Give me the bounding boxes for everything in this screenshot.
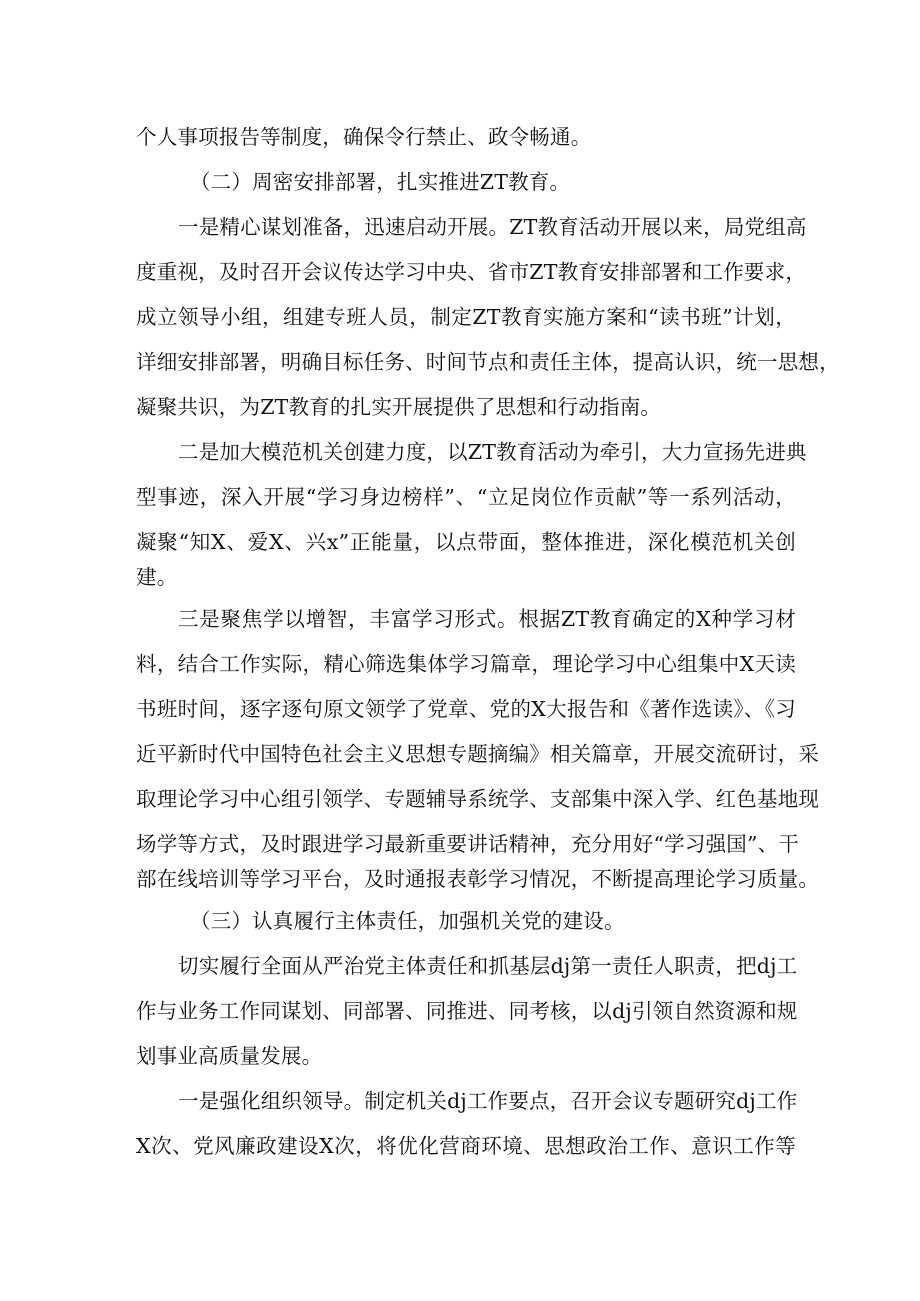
text-line: 场学等方式，及时跟进学习最新重要讲话精神，充分用好“学习强国”、干 <box>136 832 800 856</box>
text-line: 三是聚焦学以增智，丰富学习形式。根据ZT教育确定的X种学习材 <box>178 607 796 631</box>
text-line: 近平新时代中国特色社会主义思想专题摘编》相关篇章，开展交流研讨，采 <box>136 742 820 766</box>
text-line: 二是加大模范机关创建力度，以ZT教育活动为牵引，大力宣扬先进典 <box>178 440 807 464</box>
text-line: 成立领导小组，组建专班人员，制定ZT教育实施方案和“读书班”计划， <box>136 305 796 329</box>
text-line: 书班时间，逐字逐句原文领学了党章、党的X大报告和《著作选读》、《习 <box>136 697 796 721</box>
text-line: 建。 <box>136 565 178 589</box>
text-line: 划事业高质量发展。 <box>136 1044 323 1068</box>
text-line: 切实履行全面从严治党主体责任和抓基层dj第一责任人职责，把dj工 <box>178 954 798 978</box>
text-line: 一是强化组织领导。制定机关dj工作要点，召开会议专题研究dj工作 <box>178 1089 798 1113</box>
text-line: 部在线培训等学习平台，及时通报表彰学习情况，不断提高理论学习质量。 <box>136 867 820 891</box>
text-line: 详细安排部署，明确目标任务、时间节点和责任主体，提高认识，统一思想， <box>136 350 840 374</box>
text-line: 凝聚“知X、爱X、兴x”正能量，以点带面，整体推进，深化模范机关创 <box>136 530 796 554</box>
text-line: 度重视，及时召开会议传达学习中央、省市ZT教育安排部署和工作要求， <box>136 260 807 284</box>
text-line: 一是精心谋划准备，迅速启动开展。ZT教育活动开展以来，局党组高 <box>178 215 807 239</box>
section-heading: （二）周密安排部署，扎实推进ZT教育。 <box>190 170 571 194</box>
text-line: 个人事项报告等制度，确保令行禁止、政令畅通。 <box>136 125 592 149</box>
text-line: 凝聚共识，为ZT教育的扎实开展提供了思想和行动指南。 <box>136 395 662 419</box>
text-line: 型事迹，深入开展“学习身边榜样”、“立足岗位作贡献”等一系列活动， <box>136 485 796 509</box>
section-heading: （三）认真履行主体责任，加强机关党的建设。 <box>190 909 625 933</box>
text-line: X次、党风廉政建设X次，将优化营商环境、思想政治工作、意识工作等 <box>136 1134 796 1158</box>
text-line: 取理论学习中心组引领学、专题辅导系统学、支部集中深入学、红色基地现 <box>136 787 820 811</box>
text-line: 料，结合工作实际，精心筛选集体学习篇章，理论学习中心组集中X天读 <box>136 652 796 676</box>
text-line: 作与业务工作同谋划、同部署、同推进、同考核，以dj引领自然资源和规 <box>136 999 798 1023</box>
